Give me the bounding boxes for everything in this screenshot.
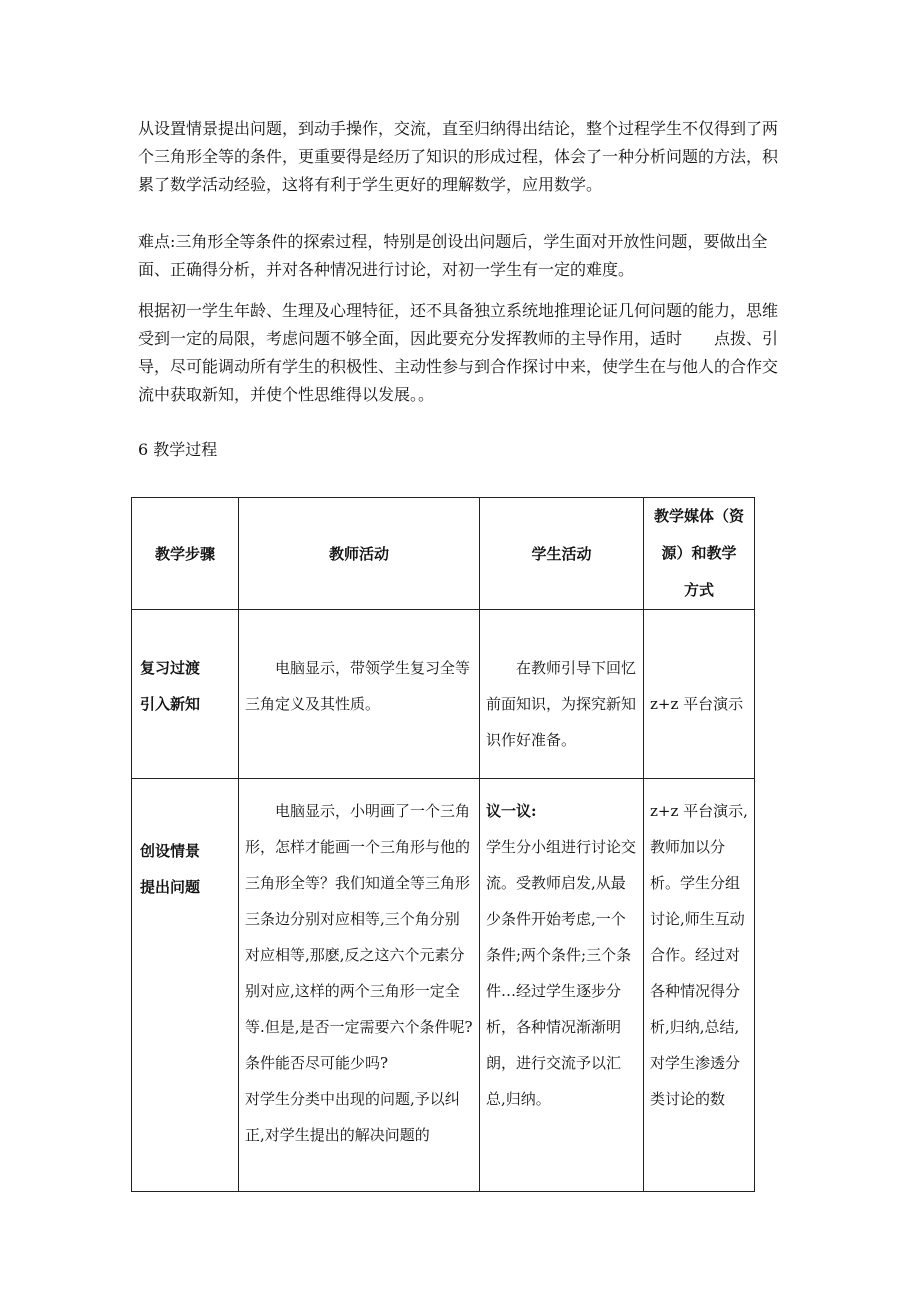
row1-media: z+z 平台演示 [644,610,755,779]
section-heading: 6 教学过程 [138,440,218,459]
row1-step: 复习过渡 引入新知 [132,610,239,779]
header-step: 教学步骤 [132,498,239,610]
table-header-row [132,498,755,610]
table-row [132,779,755,1192]
row2-teacher: 电脑显示，小明画了一个三角形，怎样才能画一个三角形与他的三角形全等？我们知道全等三角形三条边分别对应相等,三个角分别对应相等,那麽,反之这六个元素分别对应,这样的两个三角形一定全等.但是,是否一定需要六个条件呢?条件能否尽可能少吗? 对学生分类中出现的问题,予以纠正,对学生提出的解决问题的 [239,779,480,1192]
header-student: 学生活动 [480,498,644,610]
row1-teacher: 电脑显示，带领学生复习全等三角定义及其性质。 [239,610,480,779]
row2-student: 议一议: 学生分小组进行讨论交流。受教师启发,从最少条件开始考虑,一个条件;两个条件;三个条件…经过学生逐步分析，各种情况渐渐明朗，进行交流予以汇总,归纳。 [480,779,644,1192]
header-teacher: 教师活动 [239,498,480,610]
paragraph-student-analysis: 根据初一学生年龄、生理及心理特征，还不具备独立系统地推理论证几何问题的能力，思维受到一定的局限，考虑问题不够全面，因此要充分发挥教师的主导作用，适时 点拨、引导，尽可能调动所有学生的积极性、主动性参与到合作探讨中来，使学生在与他人的合作交流中获取新知，并使个性思维得以发展。。 [138,301,779,404]
row2-step: 创设情景 提出问题 [132,779,239,1192]
table-row [132,610,755,779]
row2-media: z+z 平台演示,教师加以分析。学生分组讨论,师生互动合作。经过对各种情况得分析,归纳,总结,对学生渗透分类讨论的数 [644,779,755,1192]
header-media: 教学媒体（资 源）和教学 方式 [644,498,755,610]
paragraph-key-points: 从设置情景提出问题，到动手操作，交流，直至归纳得出结论，整个过程学生不仅得到了两个三角形全等的条件，更重要得是经历了知识的形成过程，体会了一种分析问题的方法，积累了数学活动经验，这将有利于学生更好的理解数学，应用数学。 [138,119,779,194]
paragraph-difficulty: 难点:三角形全等条件的探索过程，特别是创设出问题后，学生面对开放性问题，要做出全面、正确得分析，并对各种情况进行讨论，对初一学生有一定的难度。 [138,232,768,279]
row1-student: 在教师引导下回忆前面知识，为探究新知识作好准备。 [480,610,644,779]
teaching-process-table [131,497,755,1192]
